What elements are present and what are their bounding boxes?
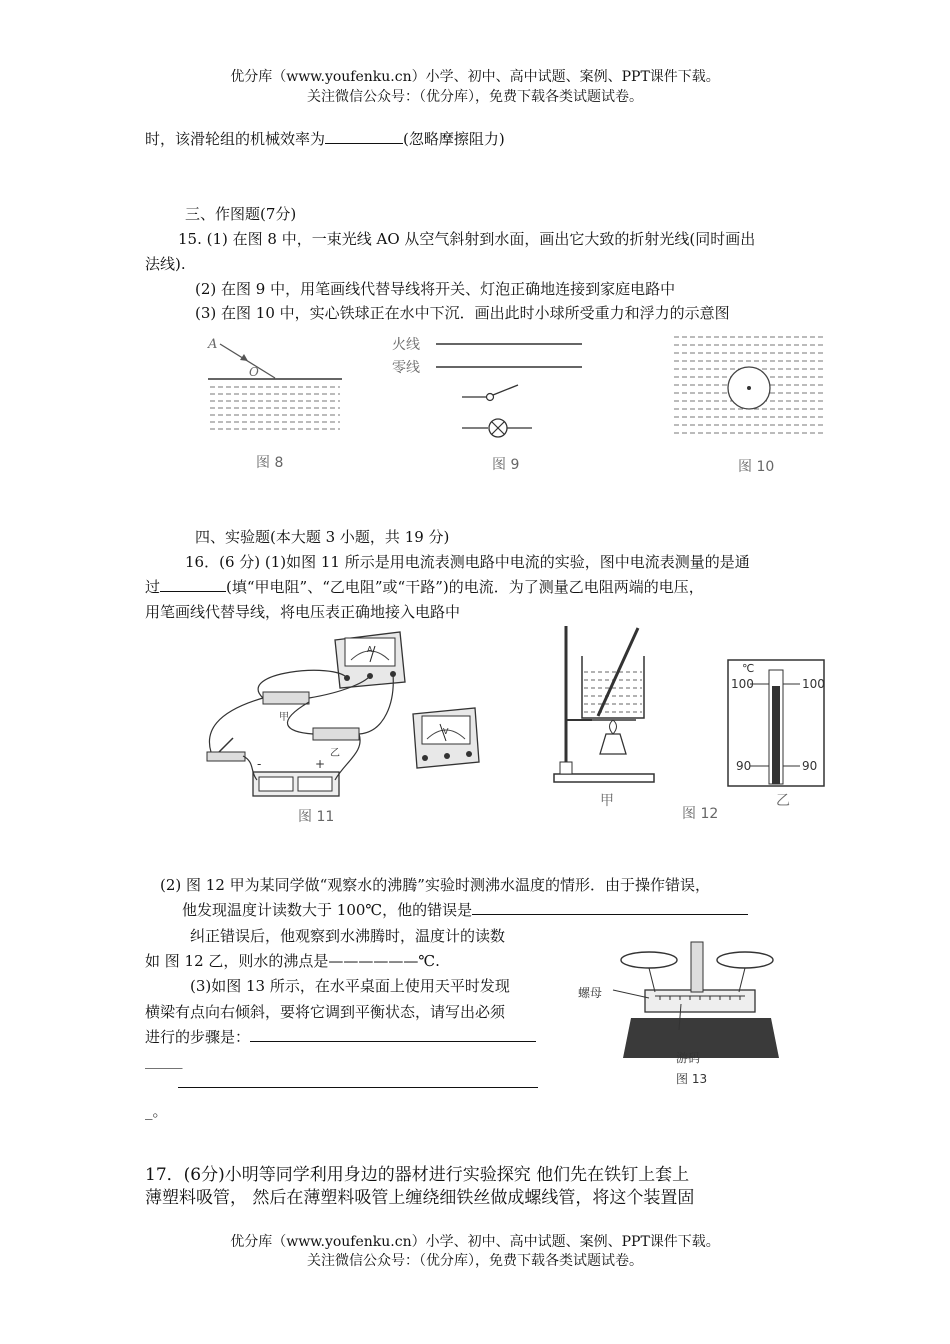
- figure-13: [575, 930, 795, 1065]
- q16-3-line-d: _____: [145, 1051, 183, 1069]
- switch-icon: [462, 385, 518, 401]
- balance-base: [623, 1018, 779, 1058]
- nut-pointer: [613, 990, 649, 998]
- plus-sign: +: [315, 757, 326, 771]
- fig12-label-yi: 乙: [776, 793, 790, 809]
- q15-3: (3) 在图 10 中，实心铁球正在水中下沉．画出此时小球所受重力和浮力的示意图: [195, 304, 730, 322]
- q16-2-line-b: [182, 899, 748, 920]
- q16-3-line-a: (3)如图 13 所示，在水平桌面上使用天平时发现: [190, 977, 510, 995]
- footer-line-2: 关注微信公众号：（优分库），免费下载各类试题试卷。: [307, 1253, 643, 1269]
- resistor-yi: [313, 728, 359, 740]
- q16-2-line-a: (2) 图 12 甲为某同学做“观察水的沸腾”实验时测沸水温度的情形．由于操作错误，: [160, 876, 710, 894]
- figure-8: [200, 330, 350, 440]
- answer-blank: [250, 1027, 536, 1042]
- fig8-label-a: A: [208, 337, 218, 352]
- q16-1-line-b: [145, 576, 704, 597]
- q16-text-post: (填“甲电阻”、“乙电阻”或“干路”)的电流．为了测量乙电阻两端的电压，: [226, 578, 704, 596]
- header-line-2: 关注微信公众号：（优分库），免费下载各类试题试卷。: [307, 89, 643, 105]
- fig9-neutral-label: 零线: [392, 360, 420, 376]
- header-line-1: 优分库（www.youfenku.cn）小学、初中、高中试题、案例、PPT课件下载。: [230, 69, 720, 85]
- balance-pillar: [691, 942, 703, 992]
- q16-3-line-e: _。: [145, 1102, 168, 1120]
- fig10-caption: 图 10: [738, 459, 775, 475]
- q16-3-line-c: [145, 1026, 536, 1047]
- battery-icon: [253, 772, 339, 796]
- thermometer-in-beaker: [598, 628, 638, 716]
- fig8-caption: 图 8: [256, 455, 284, 471]
- fig12-caption: 图 12: [682, 806, 719, 822]
- figure-11: [195, 622, 485, 812]
- balance-beam: [645, 990, 755, 1012]
- q14-text-before: 时，该滑轮组的机械效率为: [145, 130, 326, 148]
- voltmeter-label: V: [443, 727, 449, 736]
- circuit-wires: [209, 670, 393, 780]
- fig13-rider-label: 游码: [676, 1051, 701, 1065]
- section-4-title: 四、实验题(本大题 3 小题，共 19 分): [195, 528, 450, 546]
- alcohol-lamp: [590, 720, 636, 754]
- fig9-caption: 图 9: [492, 457, 520, 473]
- right-pan: [717, 952, 773, 968]
- fig11-caption: 图 11: [298, 809, 335, 825]
- figure-9: [430, 330, 590, 445]
- q16-2-line-d: 如 图 12 乙，则水的沸点是——————℃.: [145, 952, 440, 970]
- fig12-label-jia: 甲: [600, 793, 614, 809]
- q15-1-line-b: 法线).: [145, 255, 186, 273]
- water-hatching: [210, 387, 340, 429]
- fig8-label-o: O: [249, 365, 259, 379]
- q14-tail: [145, 128, 505, 149]
- q15-1-line-a: 15. (1) 在图 8 中，一束光线 AO 从空气斜射到水面，画出它大致的折射光线(同时画出: [178, 230, 756, 248]
- q17-line-a: 17．(6分)小明等同学利用身边的器材进行实验探究 他们先在铁钉上套上: [145, 1165, 690, 1185]
- tick-100-right: 100: [802, 677, 825, 691]
- figure-12: [548, 622, 838, 812]
- minus-sign: -: [257, 757, 262, 771]
- answer-blank-long: [178, 1087, 538, 1088]
- label-jia: 甲: [279, 712, 289, 723]
- tick-100-left: 100: [731, 677, 754, 691]
- unit-label: ℃: [742, 662, 755, 675]
- tick-90-right: 90: [802, 759, 818, 773]
- answer-blank: [160, 577, 226, 592]
- switch-icon: [207, 738, 245, 761]
- label-yi: 乙: [330, 748, 340, 759]
- tick-90-left: 90: [736, 759, 752, 773]
- q15-2: (2) 在图 9 中，用笔画线代替导线将开关、灯泡正确地连接到家庭电路中: [195, 280, 676, 298]
- left-pan-stem: [649, 968, 655, 992]
- q14-text-after: (忽略摩擦阻力): [403, 130, 505, 148]
- q16-1-line-a: 16．(6 分) (1)如图 11 所示是用电流表测电路中电流的实验，图中电流表测量的是通: [185, 553, 750, 571]
- left-pan: [621, 952, 677, 968]
- q16-2-text: 他发现温度计读数大于 100℃，他的错误是: [182, 901, 473, 919]
- ammeter-icon: [335, 632, 405, 688]
- beaker: [582, 656, 644, 718]
- q16-3-text: 进行的步骤是：: [145, 1028, 251, 1046]
- footer-line-1: 优分库（www.youfenku.cn）小学、初中、高中试题、案例、PPT课件下载。: [230, 1234, 720, 1250]
- fig9-live-label: 火线: [392, 337, 420, 353]
- ammeter-label: A: [367, 645, 373, 654]
- fig13-caption: 图 13: [676, 1072, 708, 1086]
- answer-blank: [325, 129, 403, 144]
- q17-line-b: 薄塑料吸管， 然后在薄塑料吸管上缠绕细铁丝做成螺线管，将这个装置固: [145, 1188, 695, 1208]
- ball-center: [747, 386, 751, 390]
- q16-text-pre: 过: [145, 578, 161, 596]
- light-ray: [220, 344, 275, 378]
- q16-3-line-b: 横梁有点向右倾斜，要将它调到平衡状态，请写出必须: [145, 1003, 506, 1021]
- answer-blank: [472, 900, 748, 915]
- right-pan-stem: [739, 968, 745, 992]
- figure-10: [670, 333, 830, 438]
- fig13-nut-label: 螺母: [578, 986, 603, 1000]
- q16-2-line-c: 纠正错误后，他观察到水沸腾时，温度计的读数: [190, 927, 506, 945]
- voltmeter-icon: [413, 708, 479, 768]
- q16-1-line-c: 用笔画线代替导线，将电压表正确地接入电路中: [145, 603, 461, 621]
- resistor-jia: [263, 692, 309, 704]
- section-3-title: 三、作图题(7分): [185, 205, 297, 223]
- bulb-icon: [462, 419, 532, 437]
